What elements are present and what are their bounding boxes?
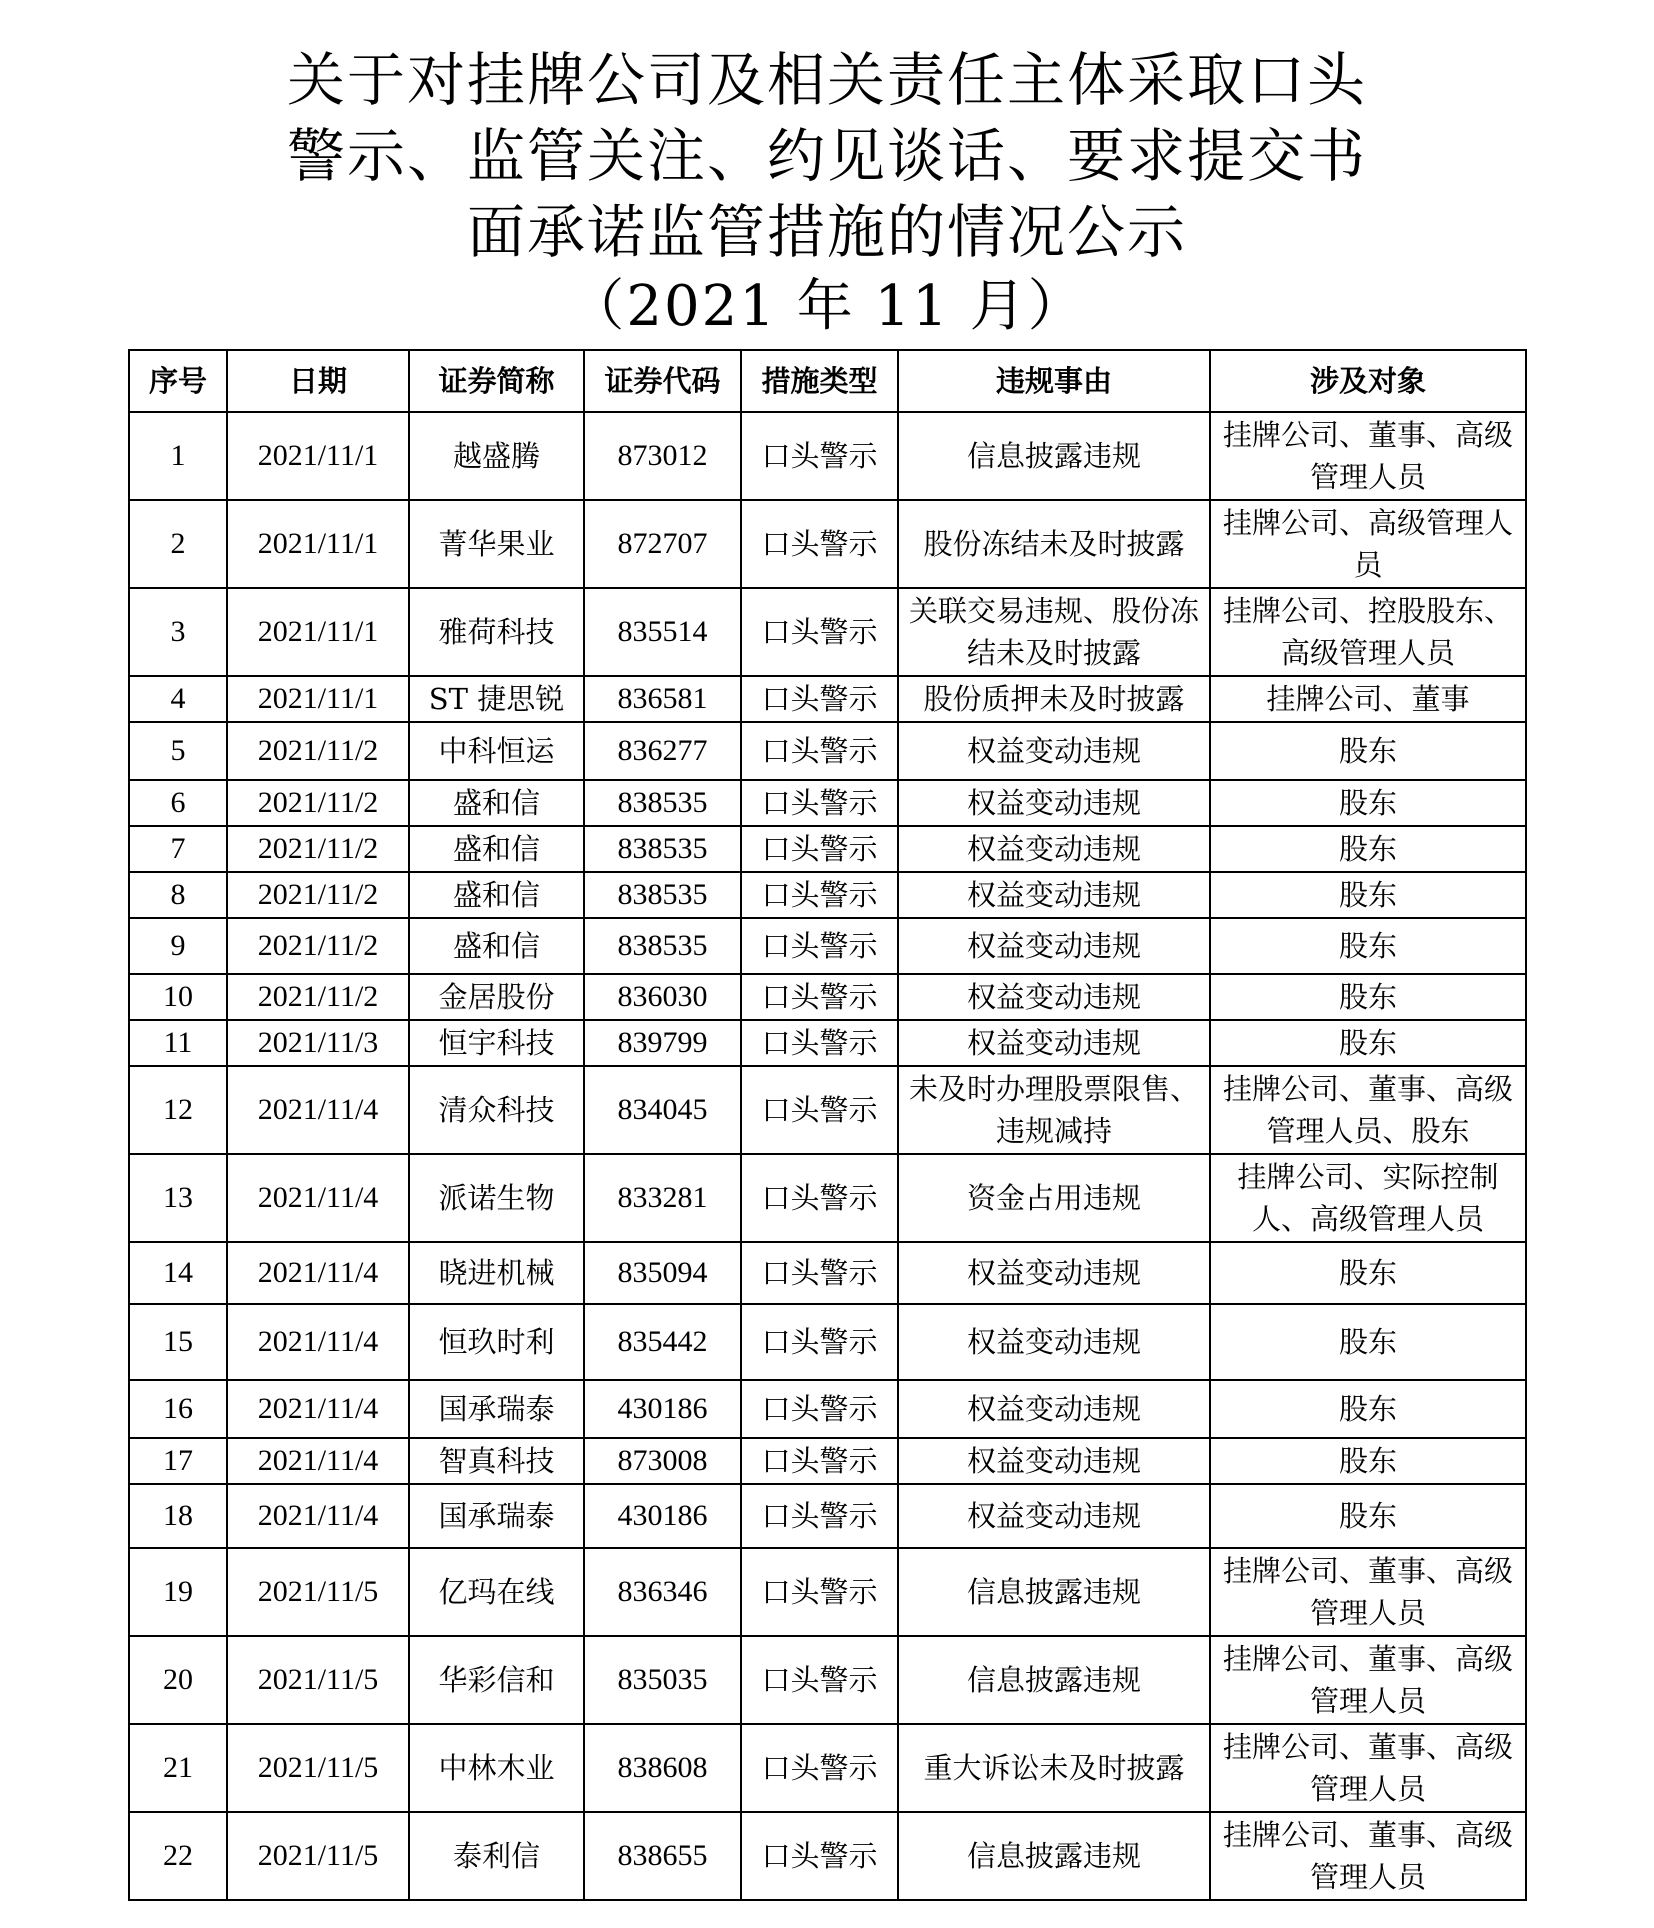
cell-date: 2021/11/4 — [227, 1154, 409, 1242]
table-row — [129, 722, 1526, 780]
table-row — [129, 1380, 1526, 1438]
cell-measure-type: 口头警示 — [741, 1812, 898, 1900]
cell-measure-type: 口头警示 — [741, 1154, 898, 1242]
cell-violation-reason: 股份冻结未及时披露 — [898, 500, 1210, 588]
header-date: 日期 — [227, 350, 409, 412]
cell-security-name: 晓进机械 — [409, 1242, 584, 1304]
cell-security-code: 834045 — [584, 1066, 741, 1154]
cell-security-name: 国承瑞泰 — [409, 1380, 584, 1438]
cell-index: 20 — [129, 1636, 227, 1724]
cell-subjects: 股东 — [1210, 1242, 1526, 1304]
cell-security-name: 派诺生物 — [409, 1154, 584, 1242]
cell-security-code: 430186 — [584, 1380, 741, 1438]
cell-subjects: 挂牌公司、董事 — [1210, 676, 1526, 722]
table-row — [129, 412, 1526, 500]
title-line-3: 面承诺监管措施的情况公示 — [466, 198, 1187, 266]
cell-measure-type: 口头警示 — [741, 1484, 898, 1548]
cell-violation-reason: 信息披露违规 — [898, 1636, 1210, 1724]
cell-security-code: 839799 — [584, 1020, 741, 1066]
cell-violation-reason: 信息披露违规 — [898, 1812, 1210, 1900]
cell-violation-reason: 权益变动违规 — [898, 780, 1210, 826]
cell-date: 2021/11/1 — [227, 588, 409, 676]
cell-security-code: 835514 — [584, 588, 741, 676]
cell-index: 14 — [129, 1242, 227, 1304]
cell-measure-type: 口头警示 — [741, 780, 898, 826]
table-row — [129, 1724, 1526, 1812]
cell-measure-type: 口头警示 — [741, 1304, 898, 1380]
cell-security-code: 838535 — [584, 872, 741, 918]
cell-index: 10 — [129, 974, 227, 1020]
table-row — [129, 1304, 1526, 1380]
cell-measure-type: 口头警示 — [741, 1380, 898, 1438]
cell-violation-reason: 权益变动违规 — [898, 1304, 1210, 1380]
cell-violation-reason: 关联交易违规、股份冻结未及时披露 — [898, 588, 1210, 676]
cell-date: 2021/11/4 — [227, 1066, 409, 1154]
cell-subjects: 股东 — [1210, 1380, 1526, 1438]
cell-violation-reason: 信息披露违规 — [898, 412, 1210, 500]
cell-security-code: 838535 — [584, 918, 741, 974]
table-row — [129, 1154, 1526, 1242]
cell-subjects: 股东 — [1210, 722, 1526, 780]
cell-index: 21 — [129, 1724, 227, 1812]
table-row — [129, 588, 1526, 676]
cell-security-code: 838535 — [584, 826, 741, 872]
cell-index: 13 — [129, 1154, 227, 1242]
cell-index: 2 — [129, 500, 227, 588]
cell-measure-type: 口头警示 — [741, 588, 898, 676]
cell-security-name: 恒宇科技 — [409, 1020, 584, 1066]
table-row — [129, 1812, 1526, 1900]
cell-security-code: 836346 — [584, 1548, 741, 1636]
cell-security-code: 872707 — [584, 500, 741, 588]
cell-security-code: 838608 — [584, 1724, 741, 1812]
cell-measure-type: 口头警示 — [741, 1242, 898, 1304]
table-row — [129, 1548, 1526, 1636]
cell-date: 2021/11/1 — [227, 500, 409, 588]
cell-security-name: 盛和信 — [409, 872, 584, 918]
cell-subjects: 挂牌公司、董事、高级管理人员 — [1210, 1724, 1526, 1812]
cell-violation-reason: 权益变动违规 — [898, 1484, 1210, 1548]
cell-index: 19 — [129, 1548, 227, 1636]
cell-measure-type: 口头警示 — [741, 1548, 898, 1636]
cell-measure-type: 口头警示 — [741, 722, 898, 780]
cell-subjects: 股东 — [1210, 872, 1526, 918]
cell-security-name: 恒玖时利 — [409, 1304, 584, 1380]
cell-date: 2021/11/4 — [227, 1304, 409, 1380]
cell-date: 2021/11/1 — [227, 412, 409, 500]
cell-violation-reason: 股份质押未及时披露 — [898, 676, 1210, 722]
cell-violation-reason: 权益变动违规 — [898, 1242, 1210, 1304]
cell-subjects: 挂牌公司、董事、高级管理人员 — [1210, 412, 1526, 500]
header-security-code: 证券代码 — [584, 350, 741, 412]
cell-date: 2021/11/5 — [227, 1812, 409, 1900]
table-row — [129, 1438, 1526, 1484]
cell-security-name: 雅荷科技 — [409, 588, 584, 676]
cell-measure-type: 口头警示 — [741, 1438, 898, 1484]
cell-subjects: 挂牌公司、董事、高级管理人员 — [1210, 1548, 1526, 1636]
cell-security-code: 873012 — [584, 412, 741, 500]
cell-violation-reason: 权益变动违规 — [898, 974, 1210, 1020]
cell-index: 1 — [129, 412, 227, 500]
cell-security-code: 430186 — [584, 1484, 741, 1548]
cell-measure-type: 口头警示 — [741, 1724, 898, 1812]
header-measure-type: 措施类型 — [741, 350, 898, 412]
cell-subjects: 股东 — [1210, 780, 1526, 826]
measures-table — [128, 349, 1527, 1901]
cell-security-name: 中林木业 — [409, 1724, 584, 1812]
cell-violation-reason: 重大诉讼未及时披露 — [898, 1724, 1210, 1812]
cell-security-name: 盛和信 — [409, 826, 584, 872]
cell-index: 11 — [129, 1020, 227, 1066]
cell-security-name: ST 捷思锐 — [409, 676, 584, 722]
table-row — [129, 1020, 1526, 1066]
cell-index: 18 — [129, 1484, 227, 1548]
cell-security-name: 国承瑞泰 — [409, 1484, 584, 1548]
cell-security-name: 华彩信和 — [409, 1636, 584, 1724]
cell-measure-type: 口头警示 — [741, 1636, 898, 1724]
cell-security-name: 金居股份 — [409, 974, 584, 1020]
cell-violation-reason: 资金占用违规 — [898, 1154, 1210, 1242]
cell-date: 2021/11/2 — [227, 974, 409, 1020]
cell-violation-reason: 信息披露违规 — [898, 1548, 1210, 1636]
table-row — [129, 974, 1526, 1020]
cell-violation-reason: 权益变动违规 — [898, 1380, 1210, 1438]
cell-date: 2021/11/1 — [227, 676, 409, 722]
table-row — [129, 676, 1526, 722]
cell-security-code: 835094 — [584, 1242, 741, 1304]
cell-date: 2021/11/2 — [227, 826, 409, 872]
cell-violation-reason: 未及时办理股票限售、违规减持 — [898, 1066, 1210, 1154]
cell-subjects: 挂牌公司、董事、高级管理人员 — [1210, 1636, 1526, 1724]
cell-date: 2021/11/4 — [227, 1438, 409, 1484]
cell-index: 3 — [129, 588, 227, 676]
cell-security-name: 盛和信 — [409, 780, 584, 826]
title-line-1: 关于对挂牌公司及相关责任主体采取口头 — [286, 46, 1367, 114]
cell-subjects: 挂牌公司、董事、高级管理人员、股东 — [1210, 1066, 1526, 1154]
cell-security-code: 836030 — [584, 974, 741, 1020]
cell-index: 22 — [129, 1812, 227, 1900]
cell-security-name: 清众科技 — [409, 1066, 584, 1154]
document-title — [0, 42, 1654, 346]
cell-measure-type: 口头警示 — [741, 1066, 898, 1154]
cell-violation-reason: 权益变动违规 — [898, 1438, 1210, 1484]
cell-security-name: 中科恒运 — [409, 722, 584, 780]
cell-security-code: 838655 — [584, 1812, 741, 1900]
cell-security-name: 亿玛在线 — [409, 1548, 584, 1636]
cell-violation-reason: 权益变动违规 — [898, 1020, 1210, 1066]
table-row — [129, 1636, 1526, 1724]
cell-violation-reason: 权益变动违规 — [898, 826, 1210, 872]
cell-security-name: 泰利信 — [409, 1812, 584, 1900]
cell-subjects: 股东 — [1210, 1438, 1526, 1484]
cell-security-code: 835035 — [584, 1636, 741, 1724]
cell-index: 6 — [129, 780, 227, 826]
cell-date: 2021/11/5 — [227, 1636, 409, 1724]
header-index: 序号 — [129, 350, 227, 412]
cell-security-name: 盛和信 — [409, 918, 584, 974]
cell-date: 2021/11/2 — [227, 722, 409, 780]
cell-violation-reason: 权益变动违规 — [898, 722, 1210, 780]
title-line-2: 警示、监管关注、约见谈话、要求提交书 — [286, 122, 1367, 190]
table-body — [129, 412, 1526, 1900]
cell-measure-type: 口头警示 — [741, 500, 898, 588]
cell-date: 2021/11/5 — [227, 1548, 409, 1636]
cell-subjects: 挂牌公司、董事、高级管理人员 — [1210, 1812, 1526, 1900]
cell-security-name: 越盛腾 — [409, 412, 584, 500]
cell-date: 2021/11/2 — [227, 872, 409, 918]
cell-index: 16 — [129, 1380, 227, 1438]
table-row — [129, 780, 1526, 826]
cell-security-name: 智真科技 — [409, 1438, 584, 1484]
cell-measure-type: 口头警示 — [741, 412, 898, 500]
table-row — [129, 1242, 1526, 1304]
title-period: （2021 年 11 月） — [568, 274, 1086, 339]
cell-date: 2021/11/5 — [227, 1724, 409, 1812]
cell-security-code: 835442 — [584, 1304, 741, 1380]
cell-security-code: 838535 — [584, 780, 741, 826]
table-row — [129, 500, 1526, 588]
cell-index: 9 — [129, 918, 227, 974]
cell-subjects: 股东 — [1210, 974, 1526, 1020]
table-row — [129, 872, 1526, 918]
cell-subjects: 股东 — [1210, 826, 1526, 872]
cell-date: 2021/11/4 — [227, 1484, 409, 1548]
cell-date: 2021/11/2 — [227, 918, 409, 974]
table-row — [129, 1484, 1526, 1548]
cell-subjects: 挂牌公司、控股股东、高级管理人员 — [1210, 588, 1526, 676]
cell-measure-type: 口头警示 — [741, 918, 898, 974]
cell-date: 2021/11/4 — [227, 1242, 409, 1304]
table-row — [129, 826, 1526, 872]
cell-index: 17 — [129, 1438, 227, 1484]
cell-index: 12 — [129, 1066, 227, 1154]
cell-index: 4 — [129, 676, 227, 722]
header-security-name: 证券简称 — [409, 350, 584, 412]
cell-security-name: 菁华果业 — [409, 500, 584, 588]
cell-measure-type: 口头警示 — [741, 676, 898, 722]
table-row — [129, 918, 1526, 974]
cell-measure-type: 口头警示 — [741, 974, 898, 1020]
header-violation-reason: 违规事由 — [898, 350, 1210, 412]
cell-measure-type: 口头警示 — [741, 1020, 898, 1066]
table-row — [129, 1066, 1526, 1154]
cell-subjects: 股东 — [1210, 1020, 1526, 1066]
cell-index: 5 — [129, 722, 227, 780]
cell-violation-reason: 权益变动违规 — [898, 872, 1210, 918]
cell-index: 8 — [129, 872, 227, 918]
cell-subjects: 挂牌公司、高级管理人员 — [1210, 500, 1526, 588]
cell-subjects: 挂牌公司、实际控制人、高级管理人员 — [1210, 1154, 1526, 1242]
cell-violation-reason: 权益变动违规 — [898, 918, 1210, 974]
cell-subjects: 股东 — [1210, 1304, 1526, 1380]
cell-index: 7 — [129, 826, 227, 872]
cell-date: 2021/11/3 — [227, 1020, 409, 1066]
cell-security-code: 873008 — [584, 1438, 741, 1484]
cell-date: 2021/11/2 — [227, 780, 409, 826]
cell-index: 15 — [129, 1304, 227, 1380]
cell-security-code: 833281 — [584, 1154, 741, 1242]
cell-security-code: 836277 — [584, 722, 741, 780]
header-subjects: 涉及对象 — [1210, 350, 1526, 412]
table-header-row — [129, 350, 1526, 412]
cell-measure-type: 口头警示 — [741, 826, 898, 872]
cell-subjects: 股东 — [1210, 1484, 1526, 1548]
cell-subjects: 股东 — [1210, 918, 1526, 974]
cell-date: 2021/11/4 — [227, 1380, 409, 1438]
cell-security-code: 836581 — [584, 676, 741, 722]
cell-measure-type: 口头警示 — [741, 872, 898, 918]
